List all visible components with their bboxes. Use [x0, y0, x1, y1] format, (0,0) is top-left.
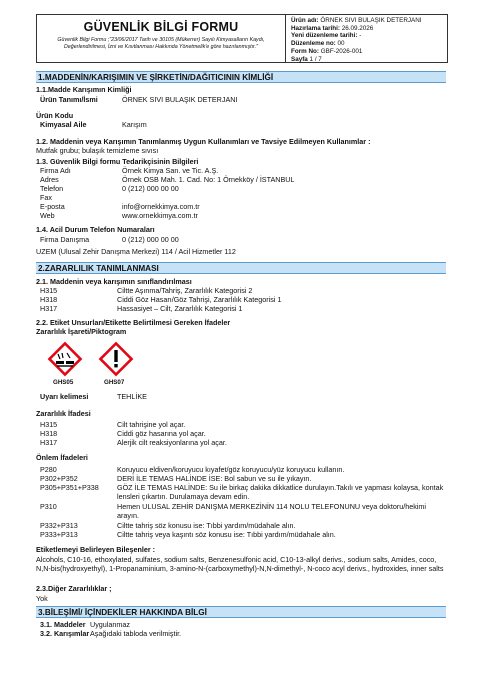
- exclamation-pictogram-icon: [98, 341, 134, 377]
- emergency-value: 0 (212) 000 00 00: [122, 235, 179, 244]
- chemical-family-value: Karışım: [122, 120, 147, 129]
- heading-2-1: 2.1. Maddenin veya karışımın sınıflandırılması: [36, 277, 192, 286]
- supplier-email-link[interactable]: info@ornekkimya.com.tr: [122, 202, 200, 211]
- section-2-title: 2.ZARARLILIK TANIMLANMASI: [36, 262, 446, 274]
- intended-use: Mutfak grubu; bulaşık temizleme sıvısı: [36, 146, 159, 155]
- document-title: GÜVENLİK BİLGİ FORMU: [83, 20, 239, 34]
- supplier-web-link[interactable]: www.ornekkimya.com.tr: [122, 211, 198, 220]
- heading-1-2: 1.2. Maddenin veya Karışımın Tanımlanmış Uygun Kullanımları ve Tavsiye Edilmeyen Kullanımlar :: [36, 137, 371, 146]
- meta-revision-no: Düzenleme no: 00: [291, 40, 345, 48]
- meta-revised: Yeni düzenleme tarihi: -: [291, 32, 362, 40]
- section-1-title: 1.MADDENİN/KARIŞIMIN VE ŞİRKETİN/DAĞITICININ KİMLİĞİ: [36, 71, 446, 83]
- meta-page: Sayfa 1 / 7: [291, 55, 322, 63]
- section-3-title: 3.BİLEŞİMİ/ İÇİNDEKİLER HAKKINDA BİLGİ: [36, 606, 446, 618]
- precaution-heading: Önlem İfadeleri: [36, 453, 88, 462]
- chemical-family-label: Kimyasal Aile: [40, 120, 87, 129]
- pictogram-heading: Zararlılık İşareti/Piktogram: [36, 327, 127, 336]
- corrosion-pictogram-icon: [47, 341, 83, 377]
- heading-1-3: 1.3. Güvenlik Bilgi formu Tedarikçisinin Bilgileri: [36, 157, 199, 166]
- label-components-text: Alcohols, C10-16, ethoxylated, sulfates, sodium salts, Benzenesulfonic acid, C10-13-alkyl derivs., sodium salts, Amides, coco, N,N-bis(hydroxyethyl), 1-Propanaminium, 3-amino-N-(carboxymethyl)-N,N-dimethyl-, N-coco acyl derivs., hydroxides, inner salts: [36, 555, 444, 573]
- header-meta: [291, 17, 422, 63]
- uzem-line: UZEM (Ulusal Zehir Danışma Merkezi) 114 / Acil Hizmetler 112: [36, 247, 236, 256]
- signal-word-value: TEHLİKE: [117, 392, 147, 401]
- sds-page: GÜVENLİK BİLGİ FORMU Güvenlik Bilgi Formu ;"23/06/2017 Tarih ve 30105 (Mükerrer) Sayılı Kimyasalların Kaydı, Değerlendirilmesi, İzni ve Kısıtlanması Hakkında Yönetmelik'e göre hazırlanmıştır." Ürün adı: ÖRNEK SIVI BULAŞIK DETERJANI Hazırlama tarihi: 26.09.2026 Yeni düzenleme tarihi: - Düzenleme no: 00 Form No: GBF-2026-001 Sayfa 1 / 7 1.MADDENİN/KARIŞIMIN VE ŞİRKETİN/DAĞITICININ KİMLİĞİ 1.1.Madde Karışımın Kimliği Ürün Tanımı/İsmi ÖRNEK SIVI BULAŞIK DETERJANI Ürün Kodu Kimyasal Aile Karışım 1.2. Maddenin veya Karışımın Tanımlanmış Uygun Kullanımları ve Tavsiye Edilmeyen Kullanımlar : Mutfak grubu; bulaşık temizleme sıvısı 1.3. Güvenlik Bilgi formu Tedarikçisinin Bilgileri Firma Adı Örnek Kimya San. ve Tic. A.Ş. Adres Örnek OSB Mah. 1. Cad. No: 1 Örnekköy / İSTANBUL Telefon 0 (212) 000 00 00 Fax E-posta info@ornekkimya.com.tr Web www.ornekkimya.com.tr 1.4. Acil Durum Telefon Numaraları Firma Danışma 0 (212) 000 00 00 UZEM (Ulusal Zehir Danışma Merkezi) 114 / Acil Hizmetler 112 2.ZARARLILIK TANIMLANMASI 2.1. Maddenin veya karışımın sınıflandırılması H315 Ciltte Aşınma/Tahriş, Zararlılık Kategorisi 2 H318 Ciddi Göz Hasarı/Göz Tahrişi, Zararlılık Kategorisi 1 H317 Hassasiyet – Cilt, Zararlılık Kategorisi 1 2.2. Etiket Unsurları/Etikette Belirtilmesi Gereken İfadeler Zararlılık İşareti/Piktogram GHS05 GHS07 Uyarı kelimesi TEHLİKE Zararlılık İfadesi H315 Cilt tahrişine yol açar. H318 Ciddi göz hasarına yol açar. H317 Alerjik cilt reaksiyonlarına yol açar. Önlem İfadeleri P280 Koruyucu eldiven/koruyucu kıyafet/göz koruyucu/yüz koruyucu kullanın. P302+P352 DERİ İLE TEMAS HALİNDE İSE: Bol sabun ve su ile yıkayın. P305+P351+P338 GÖZ İLE TEMAS HALİNDE: Su ile birkaç dakika dikkatlice durulayın.Takılı ve yapması kolaysa, kontak lensleri çıkartın. Durulamaya devam edin. P310 Hemen ULUSAL ZEHİR DANIŞMA MERKEZİNİN 114 NOLU TELEFONUNU veya doktoru/hekimi arayın. P332+P313 Ciltte tahriş söz konusu ise: Tıbbi yardım/müdahale alın. P333+P313 Ciltte tahriş veya kaşıntı söz konusu ise: Tıbbi yardım/müdahale alın. Etiketlemeyi Belirleyen Bileşenler : Alcohols, C10-16, ethoxylated, sulfates, sodium salts, Benzenesulfonic acid, C10-13-alkyl derivs., sodium salts, Amides, coco, N,N-bis(hydroxyethyl), 1-Propanaminium, 3-amino-N-(carboxymethyl)-N,N-dimethyl-, N-coco acyl derivs., hydroxides, inner salts 2.3.Diğer Zararlılıklar ; Yok 3.BİLEŞİMİ/ İÇİNDEKİLER HAKKINDA BİLGİ 3.1. Maddeler Uygulanmaz 3.2. Karışımlar Aşağıdaki tabloda verilmiştir.: [0, 0, 480, 679]
- heading-2-2: 2.2. Etiket Unsurları/Etikette Belirtilmesi Gereken İfadeler: [36, 318, 231, 327]
- hazard-statements-heading: Zararlılık İfadesi: [36, 409, 91, 418]
- meta-prepared: Hazırlama tarihi: 26.09.2026: [291, 24, 374, 32]
- ghs05-label: GHS05: [53, 379, 74, 386]
- heading-1-4: 1.4. Acil Durum Telefon Numaraları: [36, 225, 155, 234]
- heading-2-3: 2.3.Diğer Zararlılıklar ;: [36, 584, 112, 593]
- product-name-value: ÖRNEK SIVI BULAŞIK DETERJANI: [122, 95, 238, 104]
- meta-form-no: Form No: GBF-2026-001: [291, 47, 363, 55]
- document-header: [36, 14, 448, 63]
- emergency-label: Firma Danışma: [40, 235, 90, 244]
- heading-1-1: 1.1.Madde Karışımın Kimliği: [36, 85, 132, 94]
- product-name-label: Ürün Tanımı/İsmi: [40, 95, 98, 104]
- other-hazards-value: Yok: [36, 594, 48, 603]
- header-title-block: [37, 15, 286, 62]
- label-components-heading: Etiketlemeyi Belirleyen Bileşenler :: [36, 545, 156, 554]
- document-subtitle: Güvenlik Bilgi Formu ;"23/06/2017 Tarih ve 30105 (Mükerrer) Sayılı Kimyasalların Kaydı, Değerlendirilmesi, İzni ve Kısıtlanması Hakkında Yönetmelik'e göre hazırlanmıştır.": [57, 37, 265, 50]
- product-code-label: Ürün Kodu: [36, 111, 74, 120]
- meta-product: Ürün adı: ÖRNEK SIVI BULAŞIK DETERJANI: [291, 17, 422, 24]
- ghs07-label: GHS07: [104, 379, 125, 386]
- signal-word-label: Uyarı kelimesi: [40, 392, 89, 401]
